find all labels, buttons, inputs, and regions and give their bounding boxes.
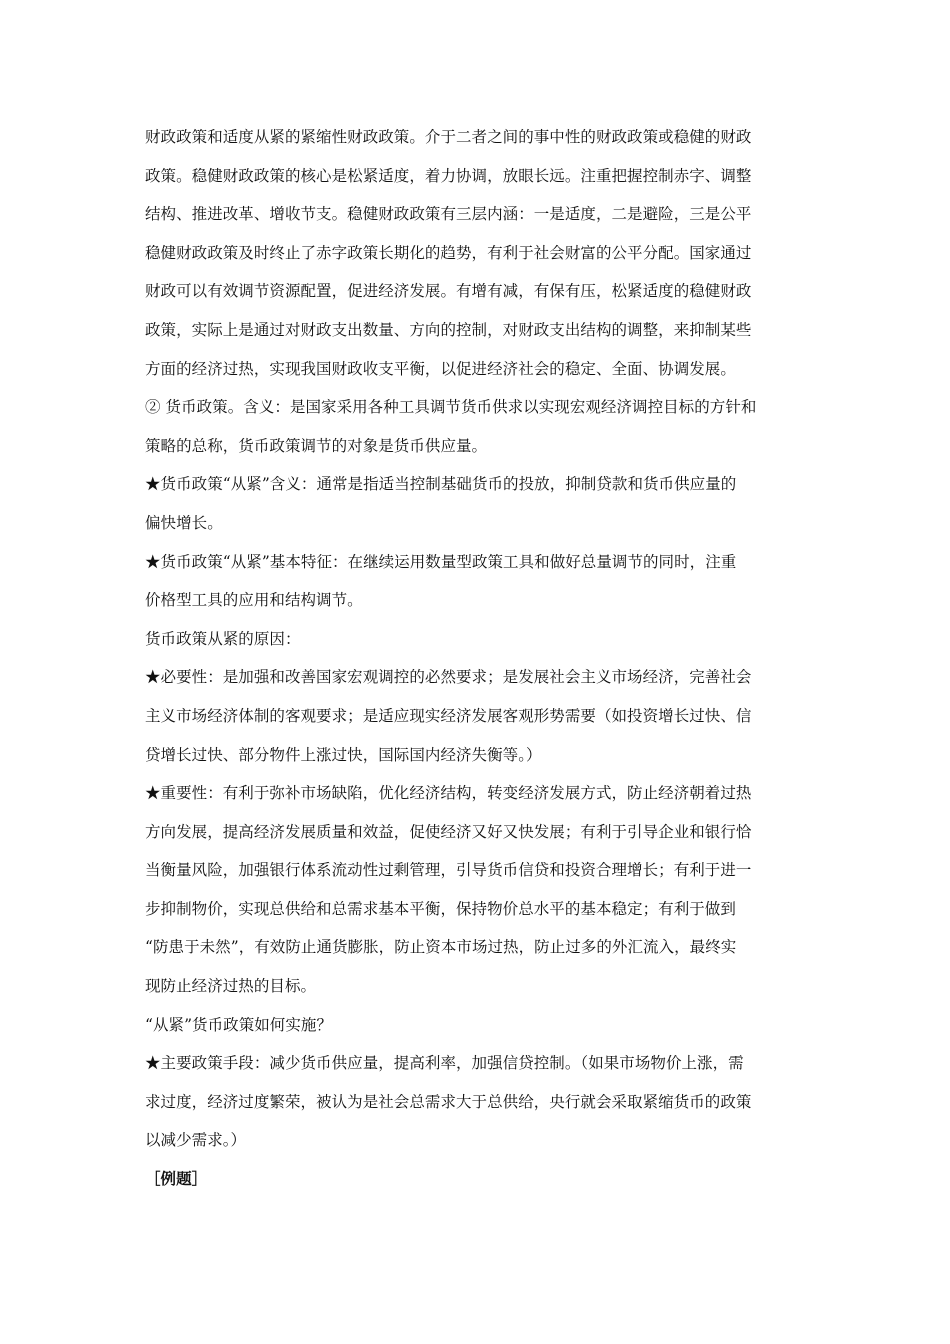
- text-line-7: 方面的经济过热，实现我国财政收支平衡，以促进经济社会的稳定、全面、协调发展。: [145, 359, 736, 378]
- text-line-5: 财政可以有效调节资源配置，促进经济发展。有增有减，有保有压，松紧适度的稳健财政: [145, 282, 752, 301]
- text-line-11: 偏快增长。: [145, 513, 223, 532]
- text-line-26: 求过度，经济过度繁荣，被认为是社会总需求大于总供给，央行就会采取紧缩货币的政策: [145, 1092, 752, 1111]
- document-body: [145, 118, 810, 1199]
- text-line-15: ★必要性：是加强和改善国家宏观调控的必然要求；是发展社会主义市场经济，完善社会: [145, 668, 752, 687]
- text-line-2: 政策。稳健财政政策的核心是松紧适度，着力协调，放眼长远。注重把握控制赤字、调整: [145, 166, 752, 185]
- text-line-24: “从紧”货币政策如何实施？: [145, 1015, 332, 1034]
- text-line-25: ★主要政策手段：减少货币供应量，提高利率，加强信贷控制。（如果市场物价上涨，需: [145, 1054, 744, 1073]
- text-line-3: 结构、推进改革、增收节支。稳健财政政策有三层内涵：一是适度，二是避险，三是公平: [145, 205, 752, 224]
- text-line-27: 以减少需求。）: [145, 1131, 247, 1150]
- text-line-4: 稳健财政政策及时终止了赤字政策长期化的趋势，有利于社会财富的公平分配。国家通过: [145, 243, 752, 262]
- text-line-22: “防患于未然”，有效防止通货膨胀，防止资本市场过热，防止过多的外汇流入，最终实: [145, 938, 737, 957]
- text-line-13: 价格型工具的应用和结构调节。: [145, 591, 363, 610]
- example-heading: ［例题］: [145, 1169, 208, 1189]
- text-line-18: ★重要性：有利于弥补市场缺陷，优化经济结构，转变经济发展方式，防止经济朝着过热: [145, 784, 752, 803]
- text-line-16: 主义市场经济体制的客观要求；是适应现实经济发展客观形势需要（如投资增长过快、信: [145, 706, 752, 725]
- text-line-9: 策略的总称，货币政策调节的对象是货币供应量。: [145, 436, 488, 455]
- text-line-8: ② 货币政策。含义：是国家采用各种工具调节货币供求以实现宏观经济调控目标的方针和: [145, 398, 757, 417]
- text-line-14: 货币政策从紧的原因：: [145, 629, 301, 648]
- text-line-1: 财政政策和适度从紧的紧缩性财政政策。介于二者之间的事中性的财政政策或稳健的财政: [145, 128, 752, 146]
- text-line-20: 当衡量风险，加强银行体系流动性过剩管理，引导货币信贷和投资合理增长；有利于进一: [145, 861, 752, 880]
- text-line-6: 政策，实际上是通过对财政支出数量、方向的控制，对财政支出结构的调整，来抑制某些: [145, 320, 752, 339]
- text-line-10: ★货币政策“从紧”含义：通常是指适当控制基础货币的投放，抑制贷款和货币供应量的: [145, 475, 737, 494]
- text-line-17: 贷增长过快、部分物件上涨过快，国际国内经济失衡等。）: [145, 745, 542, 764]
- text-line-23: 现防止经济过热的目标。: [145, 977, 317, 996]
- text-line-21: 步抑制物价，实现总供给和总需求基本平衡，保持物价总水平的基本稳定；有利于做到: [145, 899, 736, 918]
- text-line-19: 方向发展，提高经济发展质量和效益，促使经济又好又快发展；有利于引导企业和银行恰: [145, 822, 752, 841]
- text-line-12: ★货币政策“从紧”基本特征：在继续运用数量型政策工具和做好总量调节的同时，注重: [145, 552, 737, 571]
